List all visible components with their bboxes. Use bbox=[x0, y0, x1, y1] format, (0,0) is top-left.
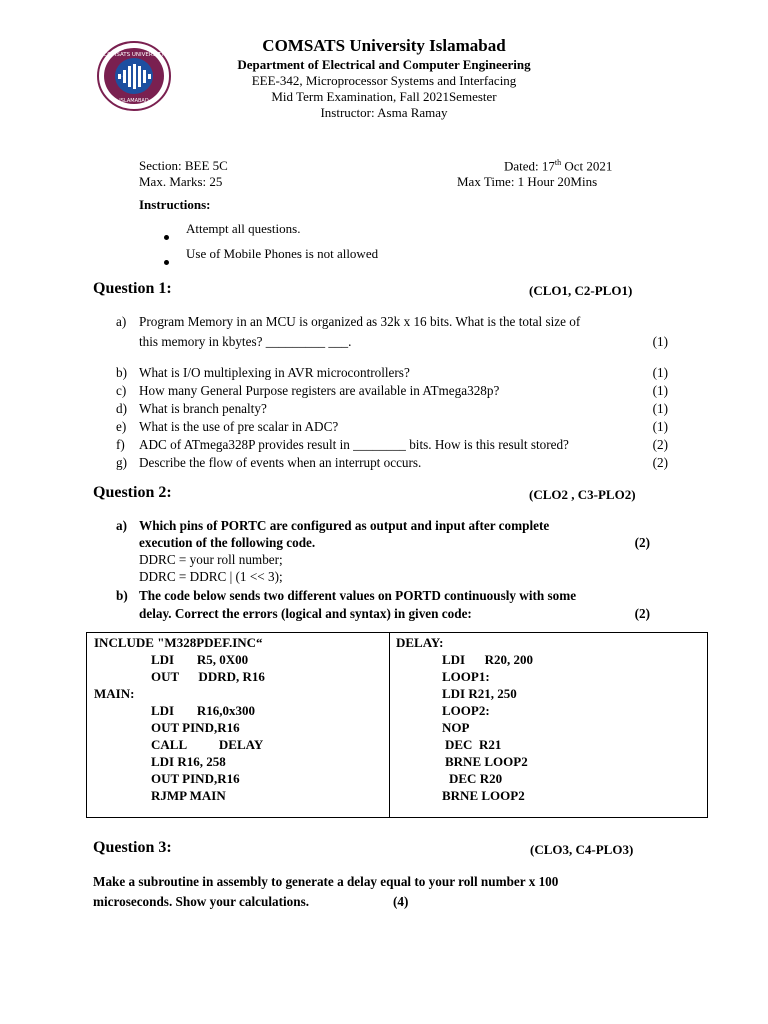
code-table-divider bbox=[389, 633, 390, 817]
q3-marks: (4) bbox=[393, 894, 409, 909]
dated-text: Dated: 17th Oct 2021 bbox=[504, 158, 613, 174]
department-name: Department of Electrical and Computer Engineering bbox=[237, 57, 531, 72]
question-3-clo: (CLO3, C4-PLO3) bbox=[530, 842, 634, 857]
bullet-icon bbox=[164, 227, 169, 245]
code-line: LDI R5, 0X00 bbox=[151, 652, 249, 667]
q2-item-b: b) The code below sends two different values on PORTD continuously with some bbox=[116, 588, 577, 603]
exam-name: Mid Term Examination, Fall 2021Semester bbox=[271, 89, 497, 104]
instructor-name: Instructor: Asma Ramay bbox=[320, 105, 448, 120]
q1-item-g: g) Describe the flow of events when an interrupt occurs. (2) bbox=[116, 455, 668, 470]
code-line: OUT PIND,R16 bbox=[151, 720, 240, 735]
question-1-title: Question 1: bbox=[93, 280, 172, 297]
code-line: OUT PIND,R16 bbox=[151, 771, 240, 786]
q2-code-line: DDRC = your roll number; bbox=[139, 552, 283, 567]
q1-item-d: d) What is branch penalty? (1) bbox=[116, 401, 668, 416]
code-line: LOOP2: bbox=[442, 703, 490, 718]
question-1-clo: (CLO1, C2-PLO1) bbox=[529, 283, 633, 298]
code-line: MAIN: bbox=[94, 686, 135, 701]
svg-text:COMSATS UNIVERSITY: COMSATS UNIVERSITY bbox=[103, 52, 165, 58]
q3-text-line: microseconds. Show your calculations. bbox=[93, 894, 310, 909]
code-line: OUT DDRD, R16 bbox=[151, 669, 265, 684]
q2-item-a: a) Which pins of PORTC are configured as output and input after complete bbox=[116, 518, 550, 533]
question-2-clo: (CLO2 , C3-PLO2) bbox=[529, 487, 636, 502]
code-line: LDI R16,0x300 bbox=[151, 703, 256, 718]
code-line: DELAY: bbox=[396, 635, 444, 650]
q2-code-line: DDRC = DDRC | (1 << 3); bbox=[139, 569, 283, 584]
code-line: CALL DELAY bbox=[151, 737, 264, 752]
q1-item-c: c) How many General Purpose registers are available in ATmega328p? (1) bbox=[116, 383, 668, 398]
code-line: LDI R21, 250 bbox=[442, 686, 517, 701]
section-text: Section: BEE 5C bbox=[139, 158, 228, 173]
max-time-text: Max Time: 1 Hour 20Mins bbox=[457, 174, 598, 189]
code-line: LOOP1: bbox=[442, 669, 490, 684]
q1-item-e: e) What is the use of pre scalar in ADC? (1) bbox=[116, 419, 668, 434]
university-title: COMSATS University Islamabad bbox=[262, 36, 506, 55]
code-line: DEC R21 bbox=[445, 737, 502, 752]
q2-item-a-cont: execution of the following code. (2) bbox=[139, 535, 650, 550]
bullet-icon bbox=[164, 252, 169, 270]
course-name: EEE-342, Microprocessor Systems and Interfacing bbox=[251, 73, 517, 88]
q2-item-b-cont: delay. Correct the errors (logical and syntax) in given code: (2) bbox=[139, 606, 650, 621]
svg-text:ISLAMABAD: ISLAMABAD bbox=[119, 98, 149, 104]
instruction-item: Use of Mobile Phones is not allowed bbox=[186, 246, 379, 261]
question-2-title: Question 2: bbox=[93, 484, 172, 501]
q1-item-f: f) ADC of ATmega328P provides result in ________ bits. How is this result stored? (2) bbox=[116, 437, 668, 452]
code-line: RJMP MAIN bbox=[151, 788, 226, 803]
q1-item-a: a) Program Memory in an MCU is organized as 32k x 16 bits. What is the total size of bbox=[116, 314, 581, 329]
code-line: NOP bbox=[442, 720, 470, 735]
code-line: LDI R16, 258 bbox=[151, 754, 226, 769]
instruction-item: Attempt all questions. bbox=[186, 221, 301, 236]
code-table bbox=[86, 632, 708, 818]
code-line: INCLUDE "M328PDEF.INC“ bbox=[94, 635, 263, 650]
code-line: BRNE LOOP2 bbox=[445, 754, 528, 769]
q3-text-line: Make a subroutine in assembly to generate a delay equal to your roll number x 100 bbox=[93, 874, 559, 889]
max-marks-text: Max. Marks: 25 bbox=[139, 174, 223, 189]
q1-item-b: b) What is I/O multiplexing in AVR microcontrollers? (1) bbox=[116, 365, 668, 380]
code-line: LDI R20, 200 bbox=[442, 652, 534, 667]
question-3-title: Question 3: bbox=[93, 839, 172, 856]
q1-item-a-cont: this memory in kbytes? _________ ___. (1) bbox=[139, 334, 668, 349]
code-line: BRNE LOOP2 bbox=[442, 788, 525, 803]
instructions-title: Instructions: bbox=[139, 197, 211, 212]
code-line: DEC R20 bbox=[449, 771, 503, 786]
